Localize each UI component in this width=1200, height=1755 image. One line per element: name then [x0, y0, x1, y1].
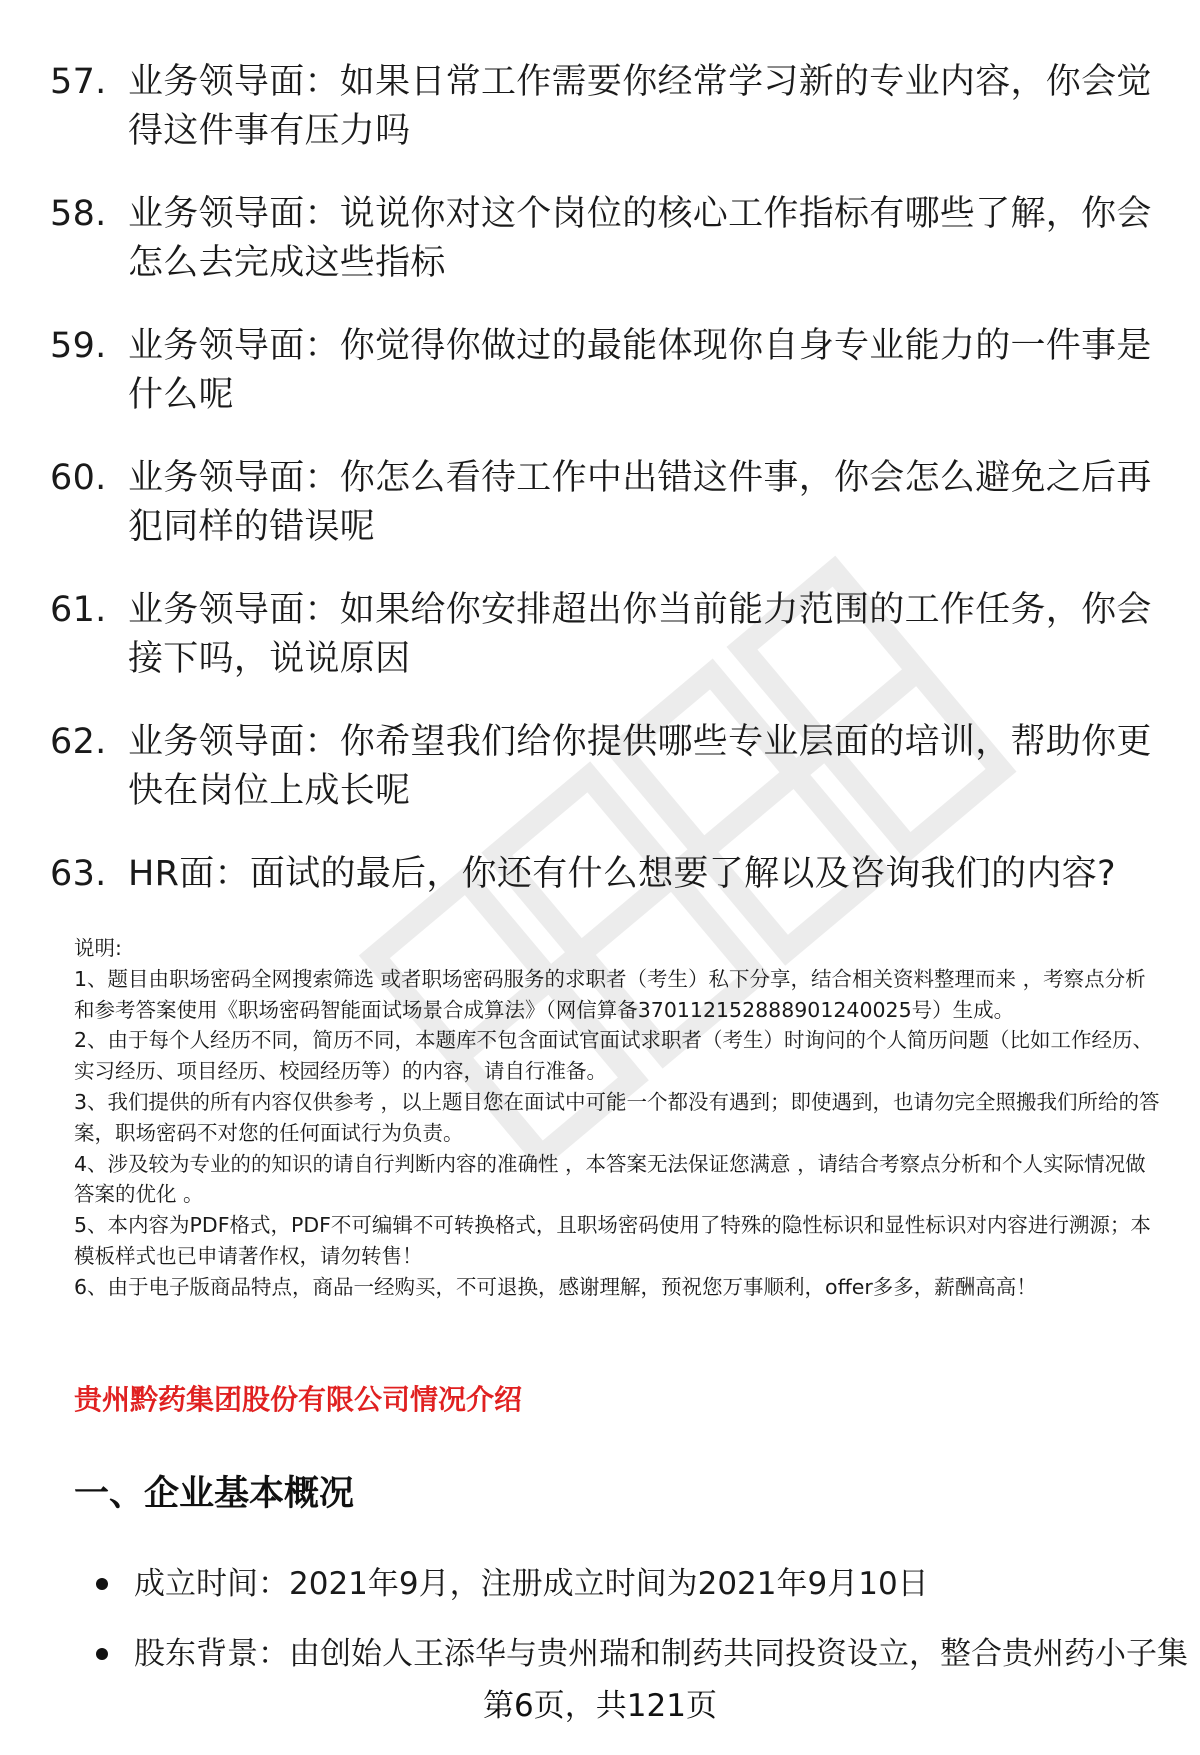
- question-item: [50, 190, 1160, 288]
- note-item: 5、本内容为PDF格式，PDF不可编辑不可转换格式，且职场密码使用了特殊的隐性标识和显性标识对内容进行溯源；本模板样式也已申请著作权，请勿转售！: [74, 1213, 1151, 1268]
- question-number: 57.: [50, 62, 107, 102]
- section-heading: 一、企业基本概况: [74, 1474, 355, 1514]
- bullet-dot-icon: [96, 1648, 108, 1660]
- page-footer: 第6页，共121页: [483, 1688, 717, 1724]
- question-text: 业务领导面：如果日常工作需要你经常学习新的专业内容，你会觉得这件事有压力吗: [128, 62, 1152, 151]
- disclaimer-notes: [74, 933, 1164, 1303]
- question-text: 业务领导面：你觉得你做过的最能体现你自身专业能力的一件事是什么呢: [128, 326, 1152, 415]
- question-item: [50, 454, 1160, 552]
- question-text: 业务领导面：你希望我们给你提供哪些专业层面的培训，帮助你更快在岗位上成长呢: [128, 722, 1152, 811]
- question-text: 业务领导面：说说你对这个岗位的核心工作指标有哪些了解，你会怎么去完成这些指标: [128, 194, 1152, 283]
- note-item: 4、涉及较为专业的的知识的请自行判断内容的准确性 ，本答案无法保证您满意 ，请结合考察点分析和个人实际情况做答案的优化 。: [74, 1151, 1146, 1207]
- note-item: 3、我们提供的所有内容仅供参考 ，以上题目您在面试中可能一个都没有遇到；即使遇到，也请勿完全照搬我们所给的答案，职场密码不对您的任何面试行为负责。: [74, 1089, 1160, 1145]
- note-item: 1、题目由职场密码全网搜索筛选 或者职场密码服务的求职者（考生）私下分享，结合相关资料整理而来 ，考察点分析和参考答案使用《职场密码智能面试场景合成算法》（网信算备370112152888901240025号）生成。: [74, 966, 1146, 1022]
- question-number: 59.: [50, 326, 107, 366]
- question-number: 62.: [50, 722, 107, 762]
- question-number: 58.: [50, 194, 107, 234]
- question-text: 业务领导面：如果给你安排超出你当前能力范围的工作任务，你会接下吗，说说原因: [128, 590, 1152, 679]
- question-item: [50, 586, 1160, 684]
- question-list: [50, 58, 1160, 933]
- company-intro-title: 贵州黔药集团股份有限公司情况介绍: [74, 1383, 523, 1416]
- note-item: 2、由于每个人经历不同，简历不同，本题库不包含面试官面试求职者（考生）时询问的个人简历问题（比如工作经历、实习经历、项目经历、校园经历等）的内容，请自行准备。: [74, 1028, 1154, 1084]
- question-item: [50, 58, 1160, 156]
- bullet-text: 成立时间：2021年9月，注册成立时间为2021年9月10日: [134, 1566, 929, 1602]
- bullet-item: [96, 1632, 1188, 1676]
- bullet-item: [96, 1562, 1176, 1606]
- question-number: 61.: [50, 590, 107, 630]
- question-number: 60.: [50, 458, 107, 498]
- question-item: [50, 718, 1160, 816]
- question-item: [50, 322, 1160, 420]
- notes-heading: 说明:: [74, 936, 122, 960]
- question-text: HR面：面试的最后，你还有什么想要了解以及咨询我们的内容?: [128, 854, 1116, 894]
- question-item: [50, 850, 1160, 899]
- note-item: 6、由于电子版商品特点，商品一经购买，不可退换，感谢理解，预祝您万事顺利，offer多多，薪酬高高！: [74, 1274, 1037, 1299]
- question-text: 业务领导面：你怎么看待工作中出错这件事，你会怎么避免之后再犯同样的错误呢: [128, 458, 1152, 547]
- bullet-dot-icon: [96, 1578, 108, 1590]
- bullet-text: 股东背景：由创始人王添华与贵州瑞和制药共同投资设立，整合贵州药小子集: [134, 1636, 1188, 1672]
- question-number: 63.: [50, 854, 107, 894]
